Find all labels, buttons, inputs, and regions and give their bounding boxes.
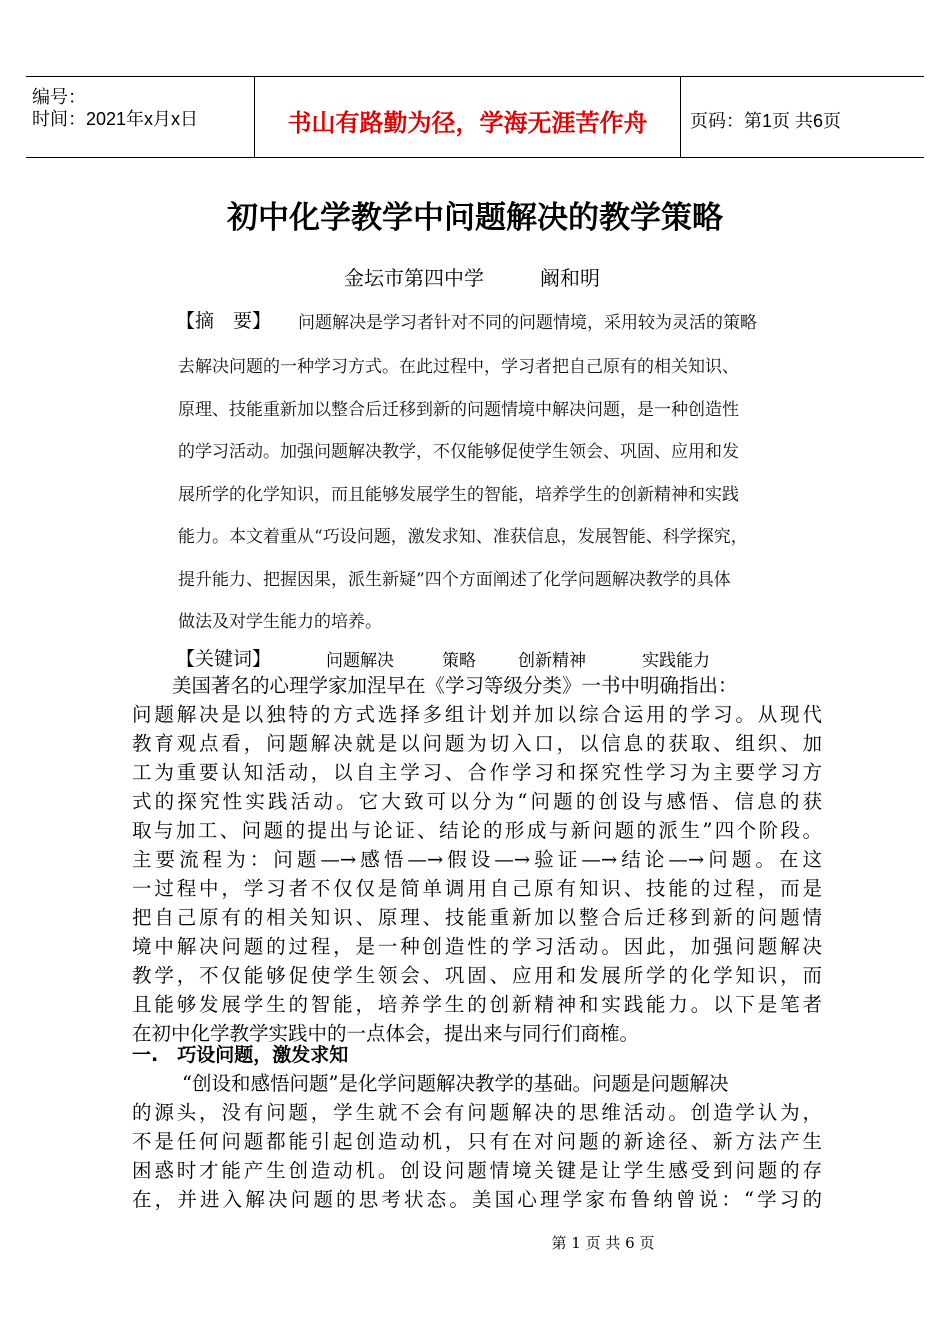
motto: 书山有路勤为径，学海无涯苦作舟: [287, 109, 648, 137]
abstract-line: 原理、技能重新加以整合后迁移到新的问题情境中解决问题，是一种创造性: [178, 400, 739, 420]
body-line: 在初中化学教学实践中的一点体会，提出来与同行们商榷。: [132, 1022, 640, 1045]
abstract-line: 提升能力、把握因果，派生新疑”四个方面阐述了化学问题解决教学的具体: [178, 570, 731, 590]
abstract-line: 的学习活动。加强问题解决教学，不仅能够促使学生领会、巩固、应用和发: [178, 442, 739, 462]
body-line: 且能够发展学生的智能，培养学生的创新精神和实践能力。以下是笔者: [132, 993, 822, 1016]
header-motto-cell: [254, 77, 681, 157]
body-line: 境中解决问题的过程，是一种创造性的学习活动。因此，加强问题解决: [132, 935, 822, 958]
number-label: 编号：: [32, 87, 86, 107]
time-label: 时间：2021年x月x日: [32, 109, 199, 129]
header-right-cell: [680, 77, 924, 157]
abstract-line: 做法及对学生能力的培养。: [178, 612, 382, 632]
header-left-cell: [26, 77, 254, 157]
body-line: “创设和感悟问题”是化学问题解决教学的基础。问题是问题解决: [182, 1072, 729, 1095]
body-line: 美国著名的心理学家加涅早在《学习等级分类》一书中明确指出：: [172, 674, 738, 697]
body-line: 一过程中，学习者不仅仅是简单调用自己原有知识、技能的过程，而是: [132, 877, 822, 900]
body-line: 教学，不仅能够促使学生领会、巩固、应用和发展所学的化学知识，而: [132, 964, 822, 987]
keyword-item: 问题解决: [326, 651, 394, 671]
section-heading: 一. 巧设问题，激发求知: [132, 1044, 349, 1066]
abstract-line: 能力。本文着重从“巧设问题，激发求知、准获信息，发展智能、科学探究，: [178, 527, 748, 547]
keyword-item: 策略: [442, 651, 476, 671]
body-line: 主要流程为：问题—→感悟—→假设—→验证—→结论—→问题。在这: [132, 848, 822, 871]
keyword-item: 创新精神: [518, 651, 586, 671]
keywords-label: 【关键词】: [176, 648, 272, 670]
author-school: 金坛市第四中学: [344, 266, 484, 290]
body-line: 式的探究性实践活动。它大致可以分为“问题的创设与感悟、信息的获: [132, 790, 822, 813]
body-line: 取与加工、问题的提出与论证、结论的形成与新问题的派生”四个阶段。: [132, 819, 822, 842]
body-line: 把自己原有的相关知识、原理、技能重新加以整合后迁移到新的问题情: [132, 906, 822, 929]
body-line: 不是任何问题都能引起创造动机，只有在对问题的新途径、新方法产生: [132, 1130, 822, 1153]
body-line: 教育观点看，问题解决就是以问题为切入口，以信息的获取、组织、加: [132, 732, 822, 755]
abstract-line: 展所学的化学知识，而且能够发展学生的智能，培养学生的创新精神和实践: [178, 485, 739, 505]
body-line: 问题解决是以独特的方式选择多组计划并加以综合运用的学习。从现代: [132, 703, 822, 726]
body-line: 在，并进入解决问题的思考状态。美国心理学家布鲁纳曾说：“学习的: [132, 1188, 822, 1211]
body-line: 困惑时才能产生创造动机。创设问题情境关键是让学生感受到问题的存: [132, 1159, 822, 1182]
body-line: 的源头，没有问题，学生就不会有问题解决的思维活动。创造学认为，: [132, 1101, 822, 1124]
document-title: 初中化学教学中问题解决的教学策略: [227, 200, 723, 236]
page-footer: 第 1 页 共 6 页: [551, 1234, 655, 1252]
abstract-label: 【摘 要】: [176, 310, 272, 332]
keyword-item: 实践能力: [642, 651, 710, 671]
author-name: 阚和明: [540, 266, 600, 290]
body-line: 工为重要认知活动，以自主学习、合作学习和探究性学习为主要学习方: [132, 761, 822, 784]
abstract-line: 问题解决是学习者针对不同的问题情境，采用较为灵活的策略: [298, 313, 757, 333]
abstract-line: 去解决问题的一种学习方式。在此过程中，学习者把自己原有的相关知识、: [178, 357, 739, 377]
page-info: 页码：第1页 共6页: [690, 111, 842, 131]
document-header: [26, 76, 924, 158]
